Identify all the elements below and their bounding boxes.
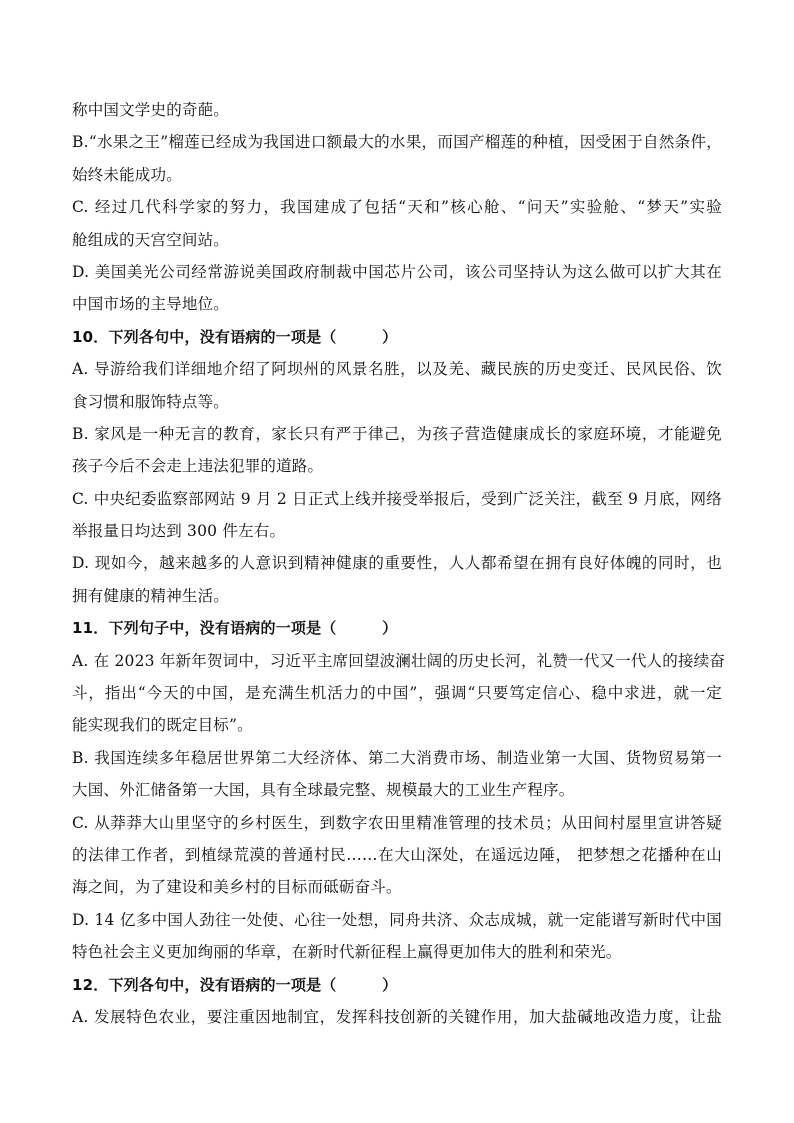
text-line: D. 美国美光公司经常游说美国政府制裁中国芯片公司，该公司坚持认为这么做可以扩大其在 <box>72 262 722 281</box>
question-heading: 12．下列各句中，没有语病的一项是（ ） <box>72 975 398 994</box>
text-line: C. 从莽莽大山里坚守的乡村医生，到数字农田里精准管理的技术员；从田间村屋里宣讲答疑 <box>72 813 722 832</box>
text-line: A. 在 2023 年新年贺词中，习近平主席回望波澜壮阔的历史长河，礼赞一代又一代人的接续奋 <box>72 651 726 670</box>
text-line: 拥有健康的精神生活。 <box>72 586 230 605</box>
text-line: B. 家风是一种无言的教育，家长只有严于律己，为孩子营造健康成长的家庭环境，才能避免 <box>72 424 722 443</box>
document-page <box>72 94 726 1033</box>
text-line: A. 发展特色农业，要注重因地制宜，发挥科技创新的关键作用，加大盐碱地改造力度，让盐 <box>72 1007 722 1026</box>
text-line: 中国市场的主导地位。 <box>72 295 230 314</box>
text-line: 孩子今后不会走上违法犯罪的道路。 <box>72 457 324 476</box>
text-line: 始终未能成功。 <box>72 165 182 184</box>
text-line: 海之间，为了建设和美乡村的目标而砥砺奋斗。 <box>72 878 402 897</box>
text-line: B. 我国连续多年稳居世界第二大经济体、第二大消费市场、制造业第一大国、货物贸易第一 <box>72 748 722 767</box>
text-line: 斗，指出“今天的中国，是充满生机活力的中国”，强调“只要笃定信心、稳中求进，就一定 <box>72 684 722 703</box>
text-line: 的法律工作者，到植绿荒漠的普通村民……在大山深处，在遥远边陲， 把梦想之花播种在山 <box>72 845 722 864</box>
text-line: 舱组成的天宫空间站。 <box>72 230 230 249</box>
question-heading: 10．下列各句中，没有语病的一项是（ ） <box>72 327 398 346</box>
text-line: 举报量日均达到 300 件左右。 <box>72 522 286 541</box>
text-line: C. 中央纪委监察部网站 9 月 2 日正式上线并接受举报后，受到广泛关注，截至 9 月底，网络 <box>72 489 722 508</box>
question-heading: 11．下列句子中，没有语病的一项是（ ） <box>72 619 398 638</box>
text-line: 能实现我们的既定目标”。 <box>72 716 253 735</box>
text-line: C. 经过几代科学家的努力，我国建成了包括“天和”核心舱、“问天”实验舱、“梦天”实验 <box>72 198 722 217</box>
text-line: 大国、外汇储备第一大国，具有全球最完整、规模最大的工业生产程序。 <box>72 781 575 800</box>
text-line: D. 14 亿多中国人劲往一处使、心往一处想，同舟共济、众志成城，就一定能谱写新时代中国 <box>72 910 722 929</box>
text-line: 特色社会主义更加绚丽的华章，在新时代新征程上赢得更加伟大的胜利和荣光。 <box>72 943 622 962</box>
text-line: 称中国文学史的奇葩。 <box>72 101 230 119</box>
text-line: B.“水果之王”榴莲已经成为我国进口额最大的水果，而国产榴莲的种植，因受困于自然条件， <box>72 133 722 152</box>
text-line: A. 导游给我们详细地介绍了阿坝州的风景名胜，以及羌、藏民族的历史变迁、民风民俗、饮 <box>72 360 722 379</box>
text-line: 食习惯和服饰特点等。 <box>72 392 230 411</box>
text-line: D. 现如今，越来越多的人意识到精神健康的重要性，人人都希望在拥有良好体魄的同时，也 <box>72 554 722 573</box>
